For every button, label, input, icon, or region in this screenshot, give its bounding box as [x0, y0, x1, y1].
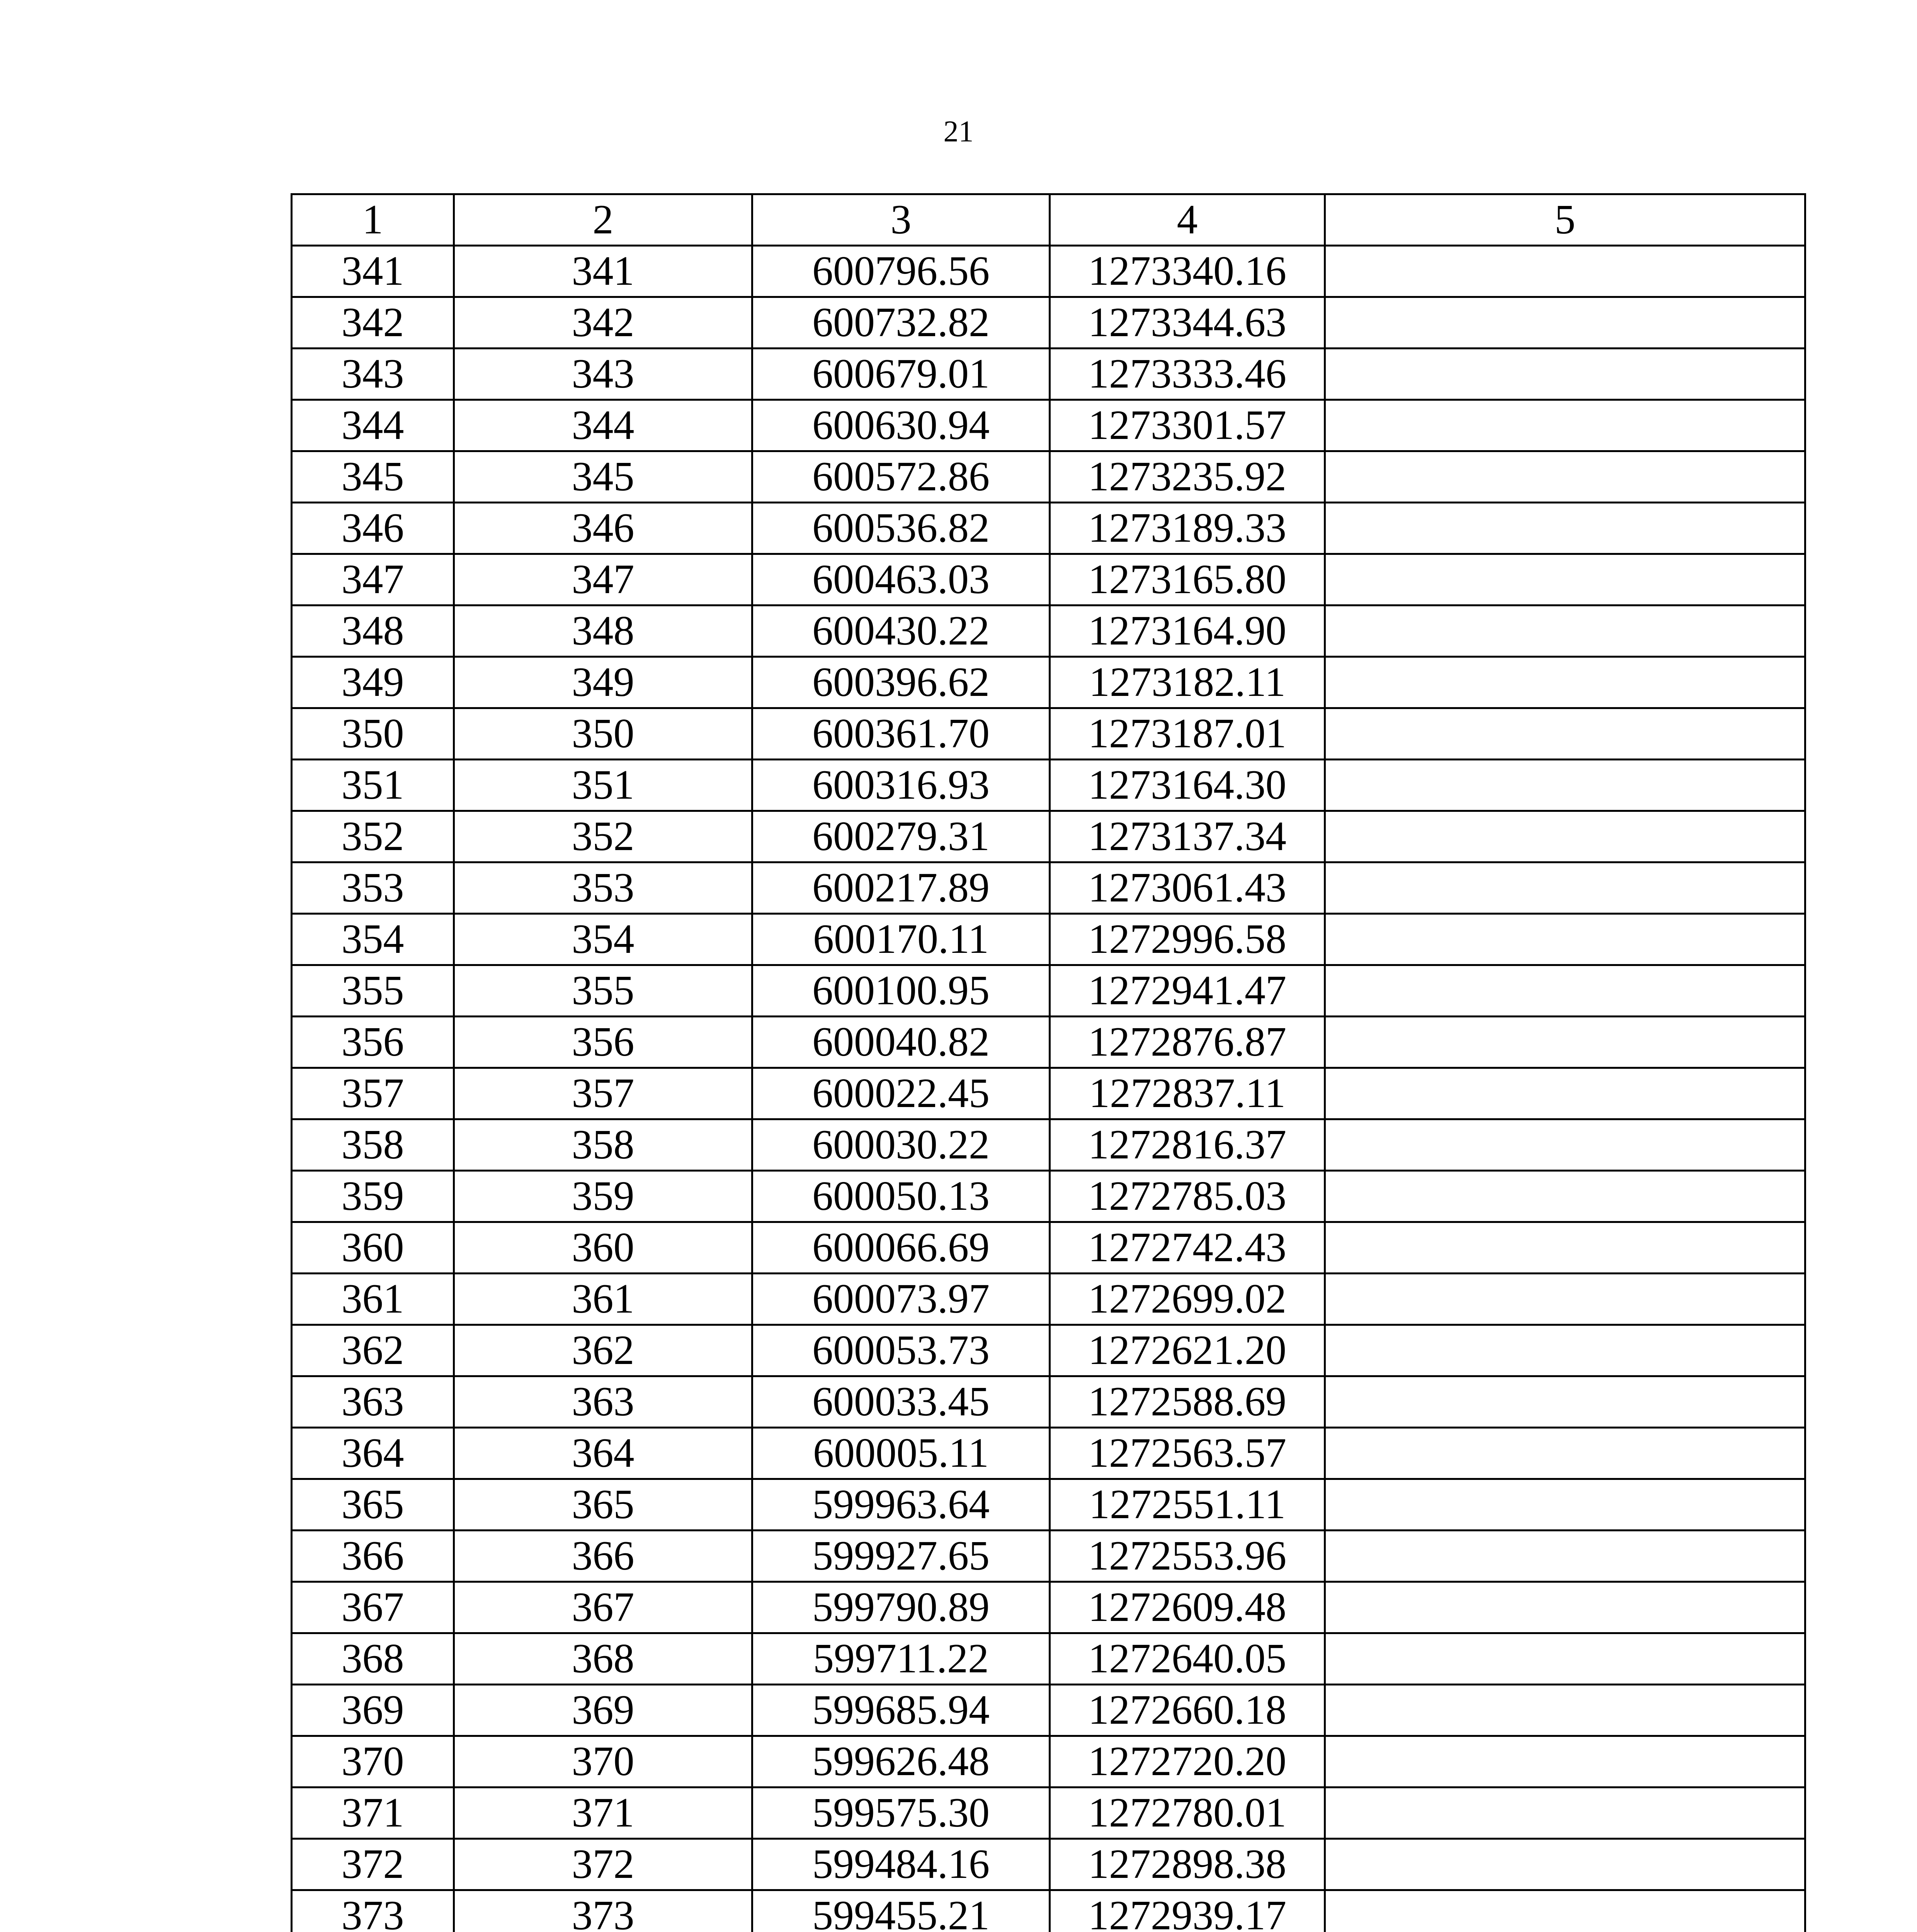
- point-number-cell: 363: [292, 1376, 454, 1428]
- note-cell: [1325, 349, 1805, 400]
- table-row: [292, 246, 1805, 297]
- table-row: [292, 400, 1805, 451]
- table-row: [292, 1222, 1805, 1274]
- note-cell: [1325, 1531, 1805, 1582]
- coordinate-y-cell: 1272816.37: [1050, 1119, 1325, 1171]
- table-row: [292, 1787, 1805, 1839]
- note-cell: [1325, 1222, 1805, 1274]
- coordinate-y-cell: 1273061.43: [1050, 862, 1325, 914]
- note-cell: [1325, 451, 1805, 503]
- vertex-number-cell: 356: [454, 1017, 752, 1068]
- vertex-number-cell: 350: [454, 708, 752, 760]
- note-cell: [1325, 657, 1805, 708]
- vertex-number-cell: 348: [454, 605, 752, 657]
- table-row: [292, 503, 1805, 554]
- vertex-number-cell: 353: [454, 862, 752, 914]
- coordinate-x-cell: 600396.62: [752, 657, 1050, 708]
- coordinate-y-cell: 1272780.01: [1050, 1787, 1325, 1839]
- coordinate-x-cell: 600572.86: [752, 451, 1050, 503]
- coordinate-y-cell: 1273187.01: [1050, 708, 1325, 760]
- point-number-cell: 367: [292, 1582, 454, 1633]
- coordinate-y-cell: 1272621.20: [1050, 1325, 1325, 1376]
- table-body: [292, 246, 1805, 1932]
- table-row: [292, 1376, 1805, 1428]
- coordinate-y-cell: 1273164.30: [1050, 760, 1325, 811]
- point-number-cell: 372: [292, 1839, 454, 1890]
- point-number-cell: 359: [292, 1171, 454, 1222]
- coordinate-x-cell: 599626.48: [752, 1736, 1050, 1787]
- vertex-number-cell: 373: [454, 1890, 752, 1932]
- header-cell-4: 4: [1050, 194, 1325, 246]
- point-number-cell: 353: [292, 862, 454, 914]
- coordinate-y-cell: 1272742.43: [1050, 1222, 1325, 1274]
- note-cell: [1325, 400, 1805, 451]
- vertex-number-cell: 355: [454, 965, 752, 1017]
- coordinate-y-cell: 1272876.87: [1050, 1017, 1325, 1068]
- note-cell: [1325, 1325, 1805, 1376]
- note-cell: [1325, 246, 1805, 297]
- point-number-cell: 371: [292, 1787, 454, 1839]
- note-cell: [1325, 554, 1805, 605]
- coordinate-x-cell: 600050.13: [752, 1171, 1050, 1222]
- note-cell: [1325, 297, 1805, 349]
- coordinate-x-cell: 599685.94: [752, 1685, 1050, 1736]
- point-number-cell: 355: [292, 965, 454, 1017]
- coordinates-table: [291, 193, 1806, 1932]
- coordinate-y-cell: 1272563.57: [1050, 1428, 1325, 1479]
- point-number-cell: 348: [292, 605, 454, 657]
- vertex-number-cell: 359: [454, 1171, 752, 1222]
- vertex-number-cell: 346: [454, 503, 752, 554]
- coordinate-x-cell: 600732.82: [752, 297, 1050, 349]
- vertex-number-cell: 367: [454, 1582, 752, 1633]
- vertex-number-cell: 344: [454, 400, 752, 451]
- note-cell: [1325, 1787, 1805, 1839]
- vertex-number-cell: 341: [454, 246, 752, 297]
- coordinate-x-cell: 600279.31: [752, 811, 1050, 862]
- table-row: [292, 708, 1805, 760]
- point-number-cell: 351: [292, 760, 454, 811]
- coordinate-y-cell: 1273301.57: [1050, 400, 1325, 451]
- point-number-cell: 373: [292, 1890, 454, 1932]
- note-cell: [1325, 1428, 1805, 1479]
- point-number-cell: 344: [292, 400, 454, 451]
- point-number-cell: 352: [292, 811, 454, 862]
- point-number-cell: 342: [292, 297, 454, 349]
- coordinate-x-cell: 600430.22: [752, 605, 1050, 657]
- vertex-number-cell: 349: [454, 657, 752, 708]
- vertex-number-cell: 362: [454, 1325, 752, 1376]
- vertex-number-cell: 368: [454, 1633, 752, 1685]
- coordinate-y-cell: 1273344.63: [1050, 297, 1325, 349]
- coordinate-x-cell: 599790.89: [752, 1582, 1050, 1633]
- coordinate-x-cell: 599711.22: [752, 1633, 1050, 1685]
- note-cell: [1325, 1736, 1805, 1787]
- vertex-number-cell: 372: [454, 1839, 752, 1890]
- note-cell: [1325, 1633, 1805, 1685]
- note-cell: [1325, 811, 1805, 862]
- table-header: [292, 194, 1805, 246]
- coordinate-x-cell: 600053.73: [752, 1325, 1050, 1376]
- vertex-number-cell: 345: [454, 451, 752, 503]
- table-row: [292, 1736, 1805, 1787]
- coordinate-x-cell: 600630.94: [752, 400, 1050, 451]
- note-cell: [1325, 1376, 1805, 1428]
- coordinate-y-cell: 1273189.33: [1050, 503, 1325, 554]
- point-number-cell: 362: [292, 1325, 454, 1376]
- table-row: [292, 760, 1805, 811]
- point-number-cell: 365: [292, 1479, 454, 1531]
- coordinate-x-cell: 600005.11: [752, 1428, 1050, 1479]
- note-cell: [1325, 1479, 1805, 1531]
- table-row: [292, 965, 1805, 1017]
- point-number-cell: 343: [292, 349, 454, 400]
- table-row: [292, 1633, 1805, 1685]
- coordinate-x-cell: 600030.22: [752, 1119, 1050, 1171]
- note-cell: [1325, 1582, 1805, 1633]
- coordinate-x-cell: 600040.82: [752, 1017, 1050, 1068]
- note-cell: [1325, 1839, 1805, 1890]
- coordinate-x-cell: 600796.56: [752, 246, 1050, 297]
- vertex-number-cell: 370: [454, 1736, 752, 1787]
- table-row: [292, 862, 1805, 914]
- table-row: [292, 1274, 1805, 1325]
- coordinate-y-cell: 1273182.11: [1050, 657, 1325, 708]
- table-row: [292, 811, 1805, 862]
- point-number-cell: 366: [292, 1531, 454, 1582]
- point-number-cell: 347: [292, 554, 454, 605]
- point-number-cell: 361: [292, 1274, 454, 1325]
- note-cell: [1325, 1890, 1805, 1932]
- point-number-cell: 345: [292, 451, 454, 503]
- coordinate-y-cell: 1272553.96: [1050, 1531, 1325, 1582]
- table-row: [292, 451, 1805, 503]
- vertex-number-cell: 354: [454, 914, 752, 965]
- note-cell: [1325, 1274, 1805, 1325]
- coordinate-x-cell: 600536.82: [752, 503, 1050, 554]
- table-row: [292, 1017, 1805, 1068]
- table-row: [292, 1685, 1805, 1736]
- point-number-cell: 357: [292, 1068, 454, 1119]
- coordinate-y-cell: 1272898.38: [1050, 1839, 1325, 1890]
- header-cell-3: 3: [752, 194, 1050, 246]
- note-cell: [1325, 1017, 1805, 1068]
- coordinate-y-cell: 1273165.80: [1050, 554, 1325, 605]
- point-number-cell: 370: [292, 1736, 454, 1787]
- coordinate-x-cell: 600463.03: [752, 554, 1050, 605]
- note-cell: [1325, 708, 1805, 760]
- vertex-number-cell: 358: [454, 1119, 752, 1171]
- vertex-number-cell: 351: [454, 760, 752, 811]
- vertex-number-cell: 361: [454, 1274, 752, 1325]
- note-cell: [1325, 914, 1805, 965]
- vertex-number-cell: 343: [454, 349, 752, 400]
- vertex-number-cell: 366: [454, 1531, 752, 1582]
- vertex-number-cell: 342: [454, 297, 752, 349]
- note-cell: [1325, 1171, 1805, 1222]
- note-cell: [1325, 1685, 1805, 1736]
- header-cell-1: 1: [292, 194, 454, 246]
- table-row: [292, 605, 1805, 657]
- header-cell-5: 5: [1325, 194, 1805, 246]
- coordinate-y-cell: 1273137.34: [1050, 811, 1325, 862]
- table-row: [292, 1479, 1805, 1531]
- note-cell: [1325, 760, 1805, 811]
- table-row: [292, 657, 1805, 708]
- coordinate-y-cell: 1272640.05: [1050, 1633, 1325, 1685]
- coordinate-x-cell: 600100.95: [752, 965, 1050, 1017]
- point-number-cell: 341: [292, 246, 454, 297]
- coordinate-y-cell: 1272939.17: [1050, 1890, 1325, 1932]
- vertex-number-cell: 360: [454, 1222, 752, 1274]
- vertex-number-cell: 371: [454, 1787, 752, 1839]
- point-number-cell: 360: [292, 1222, 454, 1274]
- table-row: [292, 1068, 1805, 1119]
- point-number-cell: 358: [292, 1119, 454, 1171]
- table-row: [292, 1325, 1805, 1376]
- table-row: [292, 554, 1805, 605]
- coordinate-x-cell: 600170.11: [752, 914, 1050, 965]
- coordinate-y-cell: 1272941.47: [1050, 965, 1325, 1017]
- note-cell: [1325, 1119, 1805, 1171]
- table-row: [292, 914, 1805, 965]
- vertex-number-cell: 347: [454, 554, 752, 605]
- vertex-number-cell: 365: [454, 1479, 752, 1531]
- coordinate-x-cell: 600316.93: [752, 760, 1050, 811]
- coordinate-x-cell: 600217.89: [752, 862, 1050, 914]
- coordinate-x-cell: 600361.70: [752, 708, 1050, 760]
- coordinate-x-cell: 599927.65: [752, 1531, 1050, 1582]
- coordinate-y-cell: 1273235.92: [1050, 451, 1325, 503]
- table-row: [292, 1839, 1805, 1890]
- coordinate-y-cell: 1273333.46: [1050, 349, 1325, 400]
- table-row: [292, 349, 1805, 400]
- coordinate-x-cell: 599484.16: [752, 1839, 1050, 1890]
- point-number-cell: 350: [292, 708, 454, 760]
- coordinate-y-cell: 1272609.48: [1050, 1582, 1325, 1633]
- coordinate-x-cell: 599575.30: [752, 1787, 1050, 1839]
- coordinate-x-cell: 599455.21: [752, 1890, 1050, 1932]
- note-cell: [1325, 862, 1805, 914]
- point-number-cell: 349: [292, 657, 454, 708]
- coordinate-y-cell: 1272660.18: [1050, 1685, 1325, 1736]
- coordinate-y-cell: 1272996.58: [1050, 914, 1325, 965]
- coordinate-x-cell: 600679.01: [752, 349, 1050, 400]
- note-cell: [1325, 1068, 1805, 1119]
- note-cell: [1325, 605, 1805, 657]
- coordinate-x-cell: 600066.69: [752, 1222, 1050, 1274]
- point-number-cell: 354: [292, 914, 454, 965]
- coordinate-y-cell: 1272588.69: [1050, 1376, 1325, 1428]
- table-row: [292, 1171, 1805, 1222]
- coordinate-y-cell: 1272699.02: [1050, 1274, 1325, 1325]
- table-row: [292, 1890, 1805, 1932]
- page-number: 21: [943, 114, 974, 148]
- vertex-number-cell: 357: [454, 1068, 752, 1119]
- point-number-cell: 356: [292, 1017, 454, 1068]
- point-number-cell: 368: [292, 1633, 454, 1685]
- table-row: [292, 1428, 1805, 1479]
- vertex-number-cell: 363: [454, 1376, 752, 1428]
- vertex-number-cell: 364: [454, 1428, 752, 1479]
- header-cell-2: 2: [454, 194, 752, 246]
- table-row: [292, 1119, 1805, 1171]
- coordinate-y-cell: 1272785.03: [1050, 1171, 1325, 1222]
- table-row: [292, 1582, 1805, 1633]
- point-number-cell: 364: [292, 1428, 454, 1479]
- vertex-number-cell: 352: [454, 811, 752, 862]
- coordinate-x-cell: 599963.64: [752, 1479, 1050, 1531]
- coordinate-y-cell: 1273340.16: [1050, 246, 1325, 297]
- note-cell: [1325, 965, 1805, 1017]
- point-number-cell: 369: [292, 1685, 454, 1736]
- coordinate-y-cell: 1273164.90: [1050, 605, 1325, 657]
- coordinate-x-cell: 600073.97: [752, 1274, 1050, 1325]
- note-cell: [1325, 503, 1805, 554]
- header-row: [292, 194, 1805, 246]
- table-row: [292, 1531, 1805, 1582]
- vertex-number-cell: 369: [454, 1685, 752, 1736]
- coordinate-y-cell: 1272720.20: [1050, 1736, 1325, 1787]
- coordinate-x-cell: 600022.45: [752, 1068, 1050, 1119]
- table-row: [292, 297, 1805, 349]
- coordinate-y-cell: 1272837.11: [1050, 1068, 1325, 1119]
- coordinate-x-cell: 600033.45: [752, 1376, 1050, 1428]
- coordinate-y-cell: 1272551.11: [1050, 1479, 1325, 1531]
- point-number-cell: 346: [292, 503, 454, 554]
